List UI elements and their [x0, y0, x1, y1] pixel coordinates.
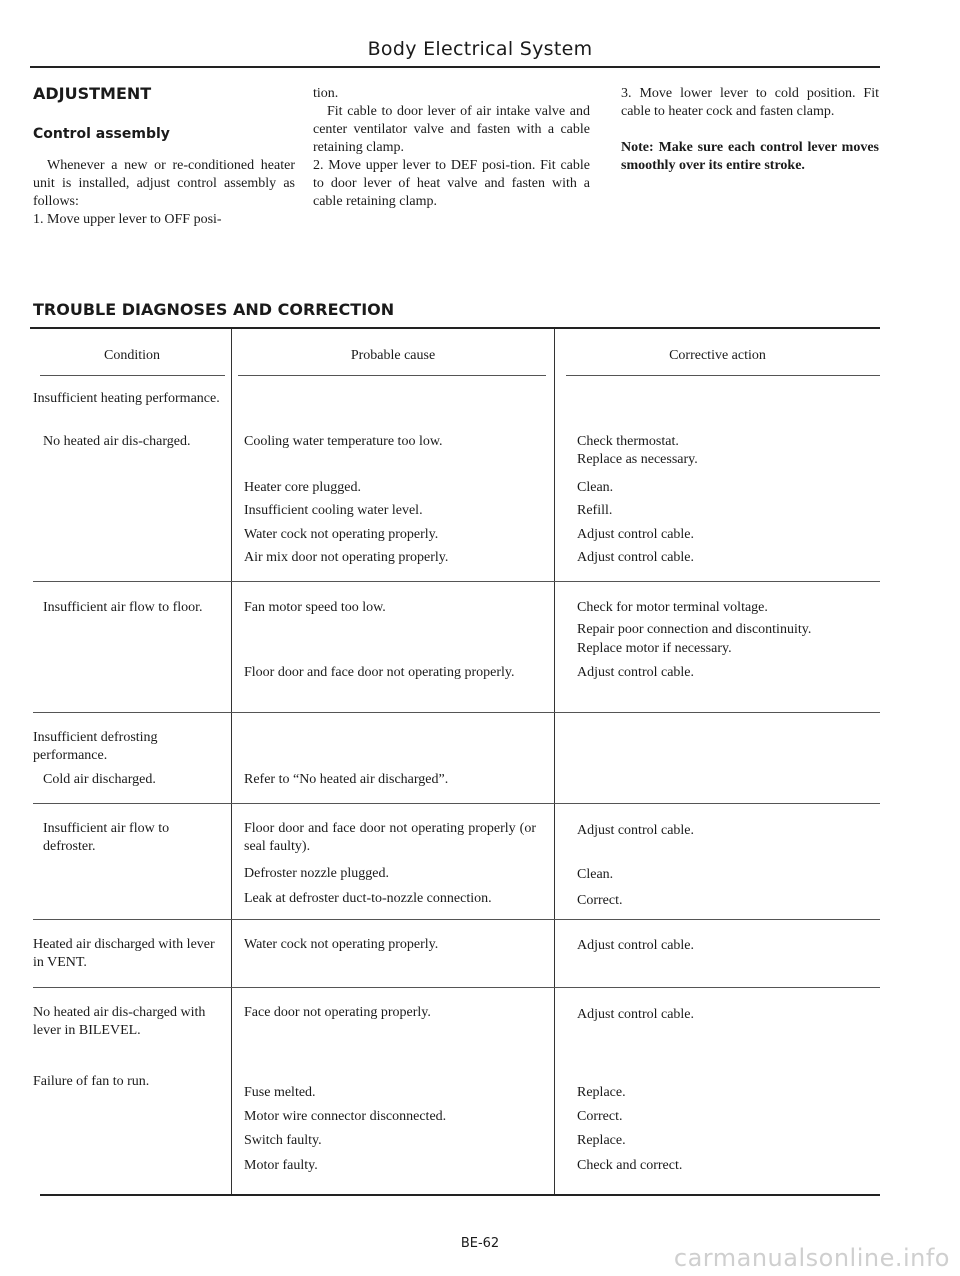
- row-rule-4: [33, 919, 880, 920]
- adjustment-column-1: [33, 85, 295, 229]
- r2-action-3: Adjust control cable.: [577, 665, 695, 680]
- r6-action: Adjust control cable.: [577, 1007, 695, 1022]
- r7-cause-3: Motor faulty.: [244, 1158, 318, 1173]
- row-rule-5: [33, 987, 880, 988]
- r7-cause-1: Motor wire connector disconnected.: [244, 1109, 447, 1124]
- row-rule-1: [33, 581, 880, 582]
- r6-cause: Face door not operating properly.: [244, 1005, 431, 1020]
- r1-condition-a: Insufficient heating performance.: [33, 391, 220, 406]
- adjustment-column-3: [621, 85, 879, 175]
- r7-action-1: Correct.: [577, 1109, 623, 1124]
- r6-condition: No heated air dis-charged with lever in BILEVEL.: [33, 1005, 206, 1038]
- note-label: Note:: [621, 140, 654, 155]
- r7-action-3: Check and correct.: [577, 1158, 683, 1173]
- r1-action-3: Refill.: [577, 503, 613, 518]
- table-header-probable-cause: Probable cause: [350, 348, 436, 363]
- r1-action-1: Replace as necessary.: [577, 452, 698, 467]
- r2-cause-0: Fan motor speed too low.: [244, 600, 386, 615]
- r3-cause: Refer to “No heated air discharged”.: [244, 772, 449, 787]
- r4-action-1: Clean.: [577, 867, 614, 882]
- row-rule-3: [33, 803, 880, 804]
- r1-cause-4: Air mix door not operating properly.: [244, 550, 449, 565]
- r5-cause: Water cock not operating properly.: [244, 937, 439, 952]
- table-header-condition: Condition: [103, 348, 160, 363]
- header-rule-action: [566, 375, 880, 376]
- r4-cause-2: Leak at defroster duct-to-nozzle connection.: [244, 891, 492, 906]
- table-top-rule: [30, 327, 880, 329]
- header-rule-condition: [40, 375, 225, 376]
- r2-action-2: Replace motor if necessary.: [577, 641, 732, 656]
- control-assembly-heading: Control assembly: [33, 126, 170, 142]
- adjustment-note: [621, 139, 879, 175]
- adjustment-step-3: 3. Move lower lever to cold position. Fit cable to heater cock and fasten clamp.: [621, 86, 879, 119]
- r2-action-1: Repair poor connection and discontinuity.: [577, 622, 812, 637]
- page-header-title: Body Electrical System: [367, 38, 593, 60]
- r1-cause-0: Cooling water temperature too low.: [244, 434, 443, 449]
- r2-condition: Insufficient air flow to floor.: [43, 600, 203, 615]
- r4-cause-0: Floor door and face door not operating properly (or seal faulty).: [244, 821, 536, 854]
- r7-condition: Failure of fan to run.: [33, 1074, 150, 1089]
- r7-action-0: Replace.: [577, 1085, 626, 1100]
- adjustment-step-1-detail: Fit cable to door lever of air intake valve and center ventilator valve and fasten with a cable retaining clamp.: [313, 104, 590, 155]
- table-header-corrective-action: Corrective action: [669, 348, 766, 363]
- table-column-divider-1: [231, 329, 232, 1194]
- r1-action-0: Check thermostat.: [577, 434, 679, 449]
- adjustment-heading: ADJUSTMENT: [33, 84, 152, 103]
- page-number: BE-62: [460, 1236, 500, 1251]
- r4-cause-1: Defroster nozzle plugged.: [244, 866, 389, 881]
- r1-cause-3: Water cock not operating properly.: [244, 527, 439, 542]
- r1-cause-2: Insufficient cooling water level.: [244, 503, 423, 518]
- adjustment-column-2: [313, 85, 590, 211]
- r7-cause-0: Fuse melted.: [244, 1085, 316, 1100]
- r4-action-0: Adjust control cable.: [577, 823, 695, 838]
- r7-action-2: Replace.: [577, 1133, 626, 1148]
- r5-action: Adjust control cable.: [577, 938, 695, 953]
- adjustment-step-2: 2. Move upper lever to DEF posi-tion. Fit cable to door lever of heat valve and fasten with a cable retaining clamp.: [313, 158, 590, 209]
- r7-cause-2: Switch faulty.: [244, 1133, 322, 1148]
- table-column-divider-2: [554, 329, 555, 1194]
- watermark-text: carmanualsonline.info: [673, 1244, 950, 1272]
- r3-condition-a: Insufficient defrosting performance.: [33, 730, 158, 763]
- adjustment-step-1-cont: tion.: [313, 86, 339, 101]
- r1-action-2: Clean.: [577, 480, 614, 495]
- adjustment-step-1: 1. Move upper lever to OFF posi-: [33, 212, 222, 227]
- trouble-diagnoses-heading: TROUBLE DIAGNOSES AND CORRECTION: [33, 300, 395, 319]
- r1-action-5: Adjust control cable.: [577, 550, 695, 565]
- r3-condition-b: Cold air discharged.: [43, 772, 156, 787]
- r1-cause-1: Heater core plugged.: [244, 480, 361, 495]
- r4-condition: Insufficient air flow to defroster.: [43, 821, 170, 854]
- header-rule: [30, 66, 880, 68]
- row-rule-2: [33, 712, 880, 713]
- r1-action-4: Adjust control cable.: [577, 527, 695, 542]
- table-bottom-rule: [40, 1194, 880, 1196]
- header-rule-cause: [238, 375, 546, 376]
- adjustment-intro: Whenever a new or re-conditioned heater unit is installed, adjust control assembly as follows:: [33, 158, 295, 209]
- r1-condition-b: No heated air dis-charged.: [43, 434, 191, 449]
- r2-cause-1: Floor door and face door not operating properly.: [244, 665, 515, 680]
- r2-action-0: Check for motor terminal voltage.: [577, 600, 768, 615]
- r5-condition: Heated air discharged with lever in VENT.: [33, 937, 215, 970]
- note-text: Make sure each control lever moves smoothly over its entire stroke.: [621, 140, 880, 173]
- r4-action-2: Correct.: [577, 893, 623, 908]
